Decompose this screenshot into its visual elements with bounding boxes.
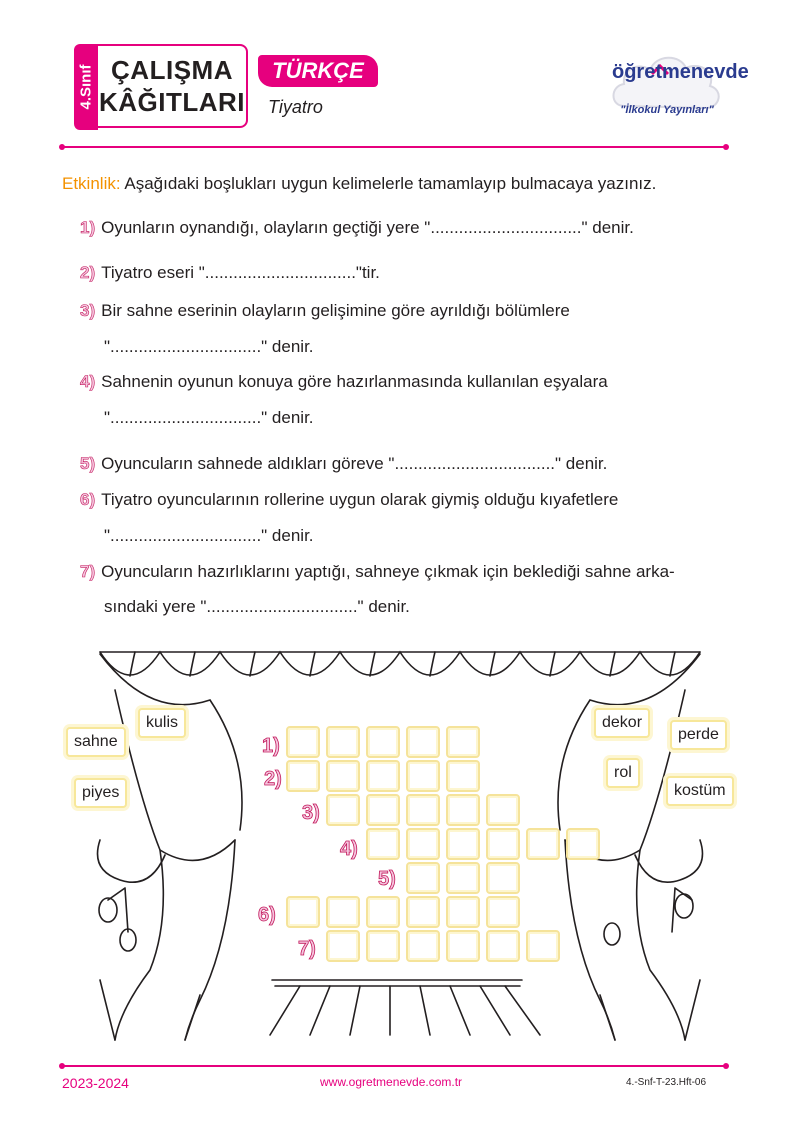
word-card-rol: rol xyxy=(606,758,640,788)
crossword-cell[interactable] xyxy=(406,726,440,758)
question-6 xyxy=(80,490,618,510)
word-card-piyes: piyes xyxy=(74,778,127,808)
crossword-cell[interactable] xyxy=(326,726,360,758)
question-text: Tiyatro eseri "................................"tir. xyxy=(101,263,380,282)
crossword-cell[interactable] xyxy=(326,930,360,962)
crossword-cell[interactable] xyxy=(286,896,320,928)
question-6-continued: "................................" denir. xyxy=(104,526,314,545)
footer-divider xyxy=(62,1065,726,1067)
question-text: Bir sahne eserinin olayların gelişimine göre ayrıldığı bölümlere xyxy=(101,301,570,320)
crossword-cell[interactable] xyxy=(406,862,440,894)
crossword-cell[interactable] xyxy=(366,726,400,758)
question-text: Oyuncuların sahnede aldıkları göreve ".................................." denir. xyxy=(101,454,608,473)
question-text: Tiyatro oyuncularının rollerine uygun olarak giymiş olduğu kıyafetlere xyxy=(101,490,619,509)
divider-dot xyxy=(723,1063,729,1069)
question-number: 3) xyxy=(80,301,96,320)
question-number: 2) xyxy=(80,263,96,282)
crossword-cell[interactable] xyxy=(486,896,520,928)
website-link[interactable]: www.ogretmenevde.com.tr xyxy=(320,1075,463,1089)
crossword-cell[interactable] xyxy=(366,930,400,962)
crossword-cell[interactable] xyxy=(446,794,480,826)
question-3 xyxy=(80,301,570,321)
crossword-cell[interactable] xyxy=(326,896,360,928)
activity-instruction xyxy=(62,174,656,194)
grade-label: 4.Sınıf xyxy=(77,64,95,110)
crossword-cell[interactable] xyxy=(526,930,560,962)
activity-label: Etkinlik: xyxy=(62,174,121,193)
crossword-cell[interactable] xyxy=(446,760,480,792)
question-4 xyxy=(80,372,608,392)
puzzle-row-label: 3) xyxy=(302,802,320,824)
question-3-continued: "................................" denir. xyxy=(104,337,314,356)
word-card-perde: perde xyxy=(670,720,727,750)
question-text: Oyuncuların hazırlıklarını yaptığı, sahneye çıkmak için beklediği sahne arka- xyxy=(101,562,675,581)
question-1 xyxy=(80,218,634,238)
puzzle-row-label: 6) xyxy=(258,904,276,926)
title-line-2: KÂĞITLARI xyxy=(98,87,246,117)
question-2 xyxy=(80,263,380,283)
puzzle-row-label: 5) xyxy=(378,868,396,890)
word-card-kostum: kostüm xyxy=(666,776,734,806)
crossword-cell[interactable] xyxy=(406,760,440,792)
question-text: Oyunların oynandığı, olayların geçtiği yere "................................" denir. xyxy=(101,218,634,237)
divider-dot xyxy=(723,144,729,150)
puzzle-row-label: 1) xyxy=(262,735,280,757)
word-card-dekor: dekor xyxy=(594,708,650,738)
crossword-cell[interactable] xyxy=(486,862,520,894)
question-number: 4) xyxy=(80,372,96,391)
question-7-continued: sındaki yere "................................" denir. xyxy=(104,597,410,616)
logo-text: öğretmenevde xyxy=(612,61,749,83)
question-7 xyxy=(80,562,675,582)
crossword-cell[interactable] xyxy=(486,828,520,860)
subject-badge: TÜRKÇE xyxy=(258,55,378,87)
crossword-cell[interactable] xyxy=(486,794,520,826)
word-card-kulis: kulis xyxy=(138,708,186,738)
crossword-cell[interactable] xyxy=(366,828,400,860)
logo-tagline: "İlkokul Yayınları" xyxy=(620,104,714,116)
crossword-cell[interactable] xyxy=(286,760,320,792)
grade-tab xyxy=(74,44,98,130)
crossword-cell[interactable] xyxy=(366,760,400,792)
question-5 xyxy=(80,454,607,474)
crossword-cell[interactable] xyxy=(406,930,440,962)
crossword-cell[interactable] xyxy=(446,828,480,860)
puzzle-row-label: 7) xyxy=(298,938,316,960)
question-number: 1) xyxy=(80,218,96,237)
crossword-cell[interactable] xyxy=(406,896,440,928)
crossword-cell[interactable] xyxy=(566,828,600,860)
question-4-continued: "................................" denir. xyxy=(104,408,314,427)
puzzle-row-label: 2) xyxy=(264,768,282,790)
crossword-cell[interactable] xyxy=(446,930,480,962)
document-code: 4.-Snf-T-23.Hft-06 xyxy=(626,1077,707,1088)
crossword-cell[interactable] xyxy=(326,794,360,826)
divider-dot xyxy=(59,144,65,150)
question-number: 5) xyxy=(80,454,96,473)
crossword-cell[interactable] xyxy=(446,896,480,928)
crossword-cell[interactable] xyxy=(526,828,560,860)
crossword-cell[interactable] xyxy=(406,794,440,826)
question-number: 7) xyxy=(80,562,96,581)
crossword-cell[interactable] xyxy=(446,862,480,894)
topic-label: Tiyatro xyxy=(268,97,323,117)
word-card-sahne: sahne xyxy=(66,727,126,757)
crossword-cell[interactable] xyxy=(446,726,480,758)
question-text: Sahnenin oyunun konuya göre hazırlanmasında kullanılan eşyalara xyxy=(101,372,608,391)
header-divider xyxy=(62,146,726,148)
crossword-cell[interactable] xyxy=(406,828,440,860)
crossword-cell[interactable] xyxy=(326,760,360,792)
question-number: 6) xyxy=(80,490,96,509)
school-year: 2023-2024 xyxy=(62,1075,129,1091)
crossword-cell[interactable] xyxy=(366,896,400,928)
crossword-cell[interactable] xyxy=(366,794,400,826)
divider-dot xyxy=(59,1063,65,1069)
worksheet-title xyxy=(98,44,248,128)
title-line-1: ÇALIŞMA xyxy=(111,55,233,85)
activity-text: Aşağıdaki boşlukları uygun kelimelerle tamamlayıp bulmacaya yazınız. xyxy=(124,174,657,193)
crossword-cell[interactable] xyxy=(286,726,320,758)
puzzle-row-label: 4) xyxy=(340,838,358,860)
crossword-cell[interactable] xyxy=(486,930,520,962)
